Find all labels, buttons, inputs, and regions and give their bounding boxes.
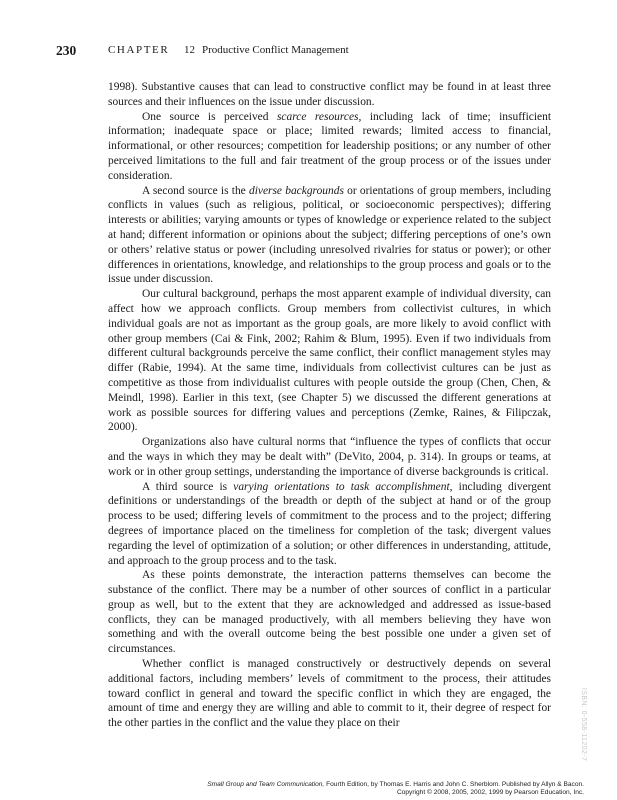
paragraph-5: Organizations also have cultural norms that “influence the types of conflicts that occur and the ways in which they may be dealt with” (DeVito, 2004, p. 314). In groups or teams, at work or in other group settings, understanding the importance of diverse backgrounds is critical. bbox=[108, 436, 551, 478]
emphasis-diverse-backgrounds: diverse backgrounds bbox=[248, 184, 344, 197]
paragraph-8: Whether conflict is managed constructively or destructively depends on several additional factors, including members’ levels of commitment to the process, their attitudes toward conflict in general and toward the specific conflict in which they are engaged, the amount of time and energy they are willing and able to commit to it, their degree of respect for the other parties in the conflict and the value they place on their bbox=[108, 658, 551, 730]
chapter-label: CHAPTER bbox=[108, 44, 170, 56]
paragraph-1: 1998). Substantive causes that can lead to constructive conflict may be found in at least three sources and their influences on the issue under discussion. bbox=[108, 81, 551, 108]
paragraph-2: One source is perceived scarce resources, including lack of time; insufficient information; inadequate space or place; limited rewards; limited access to financial, informational, or other resources; competition for leadership positions; or any number of other perceived limitations to the full and fair treatment of the group process or of the issues under consideration. bbox=[108, 110, 552, 182]
isbn-watermark: ISBN: 0-558-11202-7 bbox=[580, 688, 587, 762]
footer-line-1: Small Group and Team Communication, Fourth Edition, by Thomas E. Harris and John C. Sherblom. Published by Allyn & Bacon. bbox=[207, 781, 584, 788]
emphasis-scarce-resources: scarce resources, bbox=[276, 110, 362, 123]
footer-book-title: Small Group and Team Communication, bbox=[207, 781, 325, 788]
running-header bbox=[56, 43, 576, 59]
chapter-title: Productive Conflict Management bbox=[202, 44, 349, 56]
copyright-footer bbox=[100, 781, 584, 797]
page-number: 230 bbox=[56, 43, 77, 58]
chapter-number: 12 bbox=[184, 44, 195, 56]
paragraph-3: A second source is the diverse backgrounds or orientations of group members, including conflicts in values (such as religious, political, or socioeconomic perspectives); differing interests or abilities; varying amounts or types of knowledge or experience related to the subject at hand; different information or opinions about the subject; differing perceptions of one’s own or others’ relative status or power (including unresolved rivalries for status or power); or other differences in orientations, knowledge, and relationships to the group process and goals or to the issue under discussion. bbox=[108, 184, 551, 286]
body-text bbox=[108, 80, 551, 731]
paragraph-7: As these points demonstrate, the interaction patterns themselves can become the substance of the conflict. There may be a number of other sources of conflict in a particular group as well, but to the extent that they are acknowledged and addressed as issue-based conflicts, they can be managed productively, with all members believing they have won something and with the overall outcome being the best possible one under a given set of circumstances. bbox=[108, 569, 551, 656]
paragraph-4: Our cultural background, perhaps the most apparent example of individual diversity, can affect how we approach conflicts. Group members from collectivist cultures, in which individual goals are not as important as the group goals, are more likely to avoid conflict with other group members (Cai & Fink, 2002; Rahim & Blum, 1995). Even if two individuals from different cultural backgrounds perceive the same conflict, their conflict management styles may differ (Rabie, 1994). At the same time, individuals from collectivist cultures can be just as competitive as those from individualist cultures with people outside the group (Chen, Chen, & Meindl, 1998). Earlier in this text, (see Chapter 5) we discussed the different generations at work as possible sources for differing values and perceptions (Zemke, Raines, & Filipczak, 2000). bbox=[108, 288, 551, 434]
emphasis-task-orientations: varying orientations to task accomplishment, bbox=[233, 480, 453, 493]
paragraph-6: A third source is varying orientations to task accomplishment, including divergent definitions or understandings of the breadth or depth of the subject at hand or of the group process to be used; differing levels of commitment to the process and to the project; differing degrees of importance placed on the timeliness for completion of the task; divergent values regarding the level of optimization of a solution; or other differences in understanding, attitude, and approach to the group process and to the task. bbox=[108, 480, 551, 567]
footer-line-2: Copyright © 2008, 2005, 2002, 1999 by Pearson Education, Inc. bbox=[396, 789, 584, 796]
